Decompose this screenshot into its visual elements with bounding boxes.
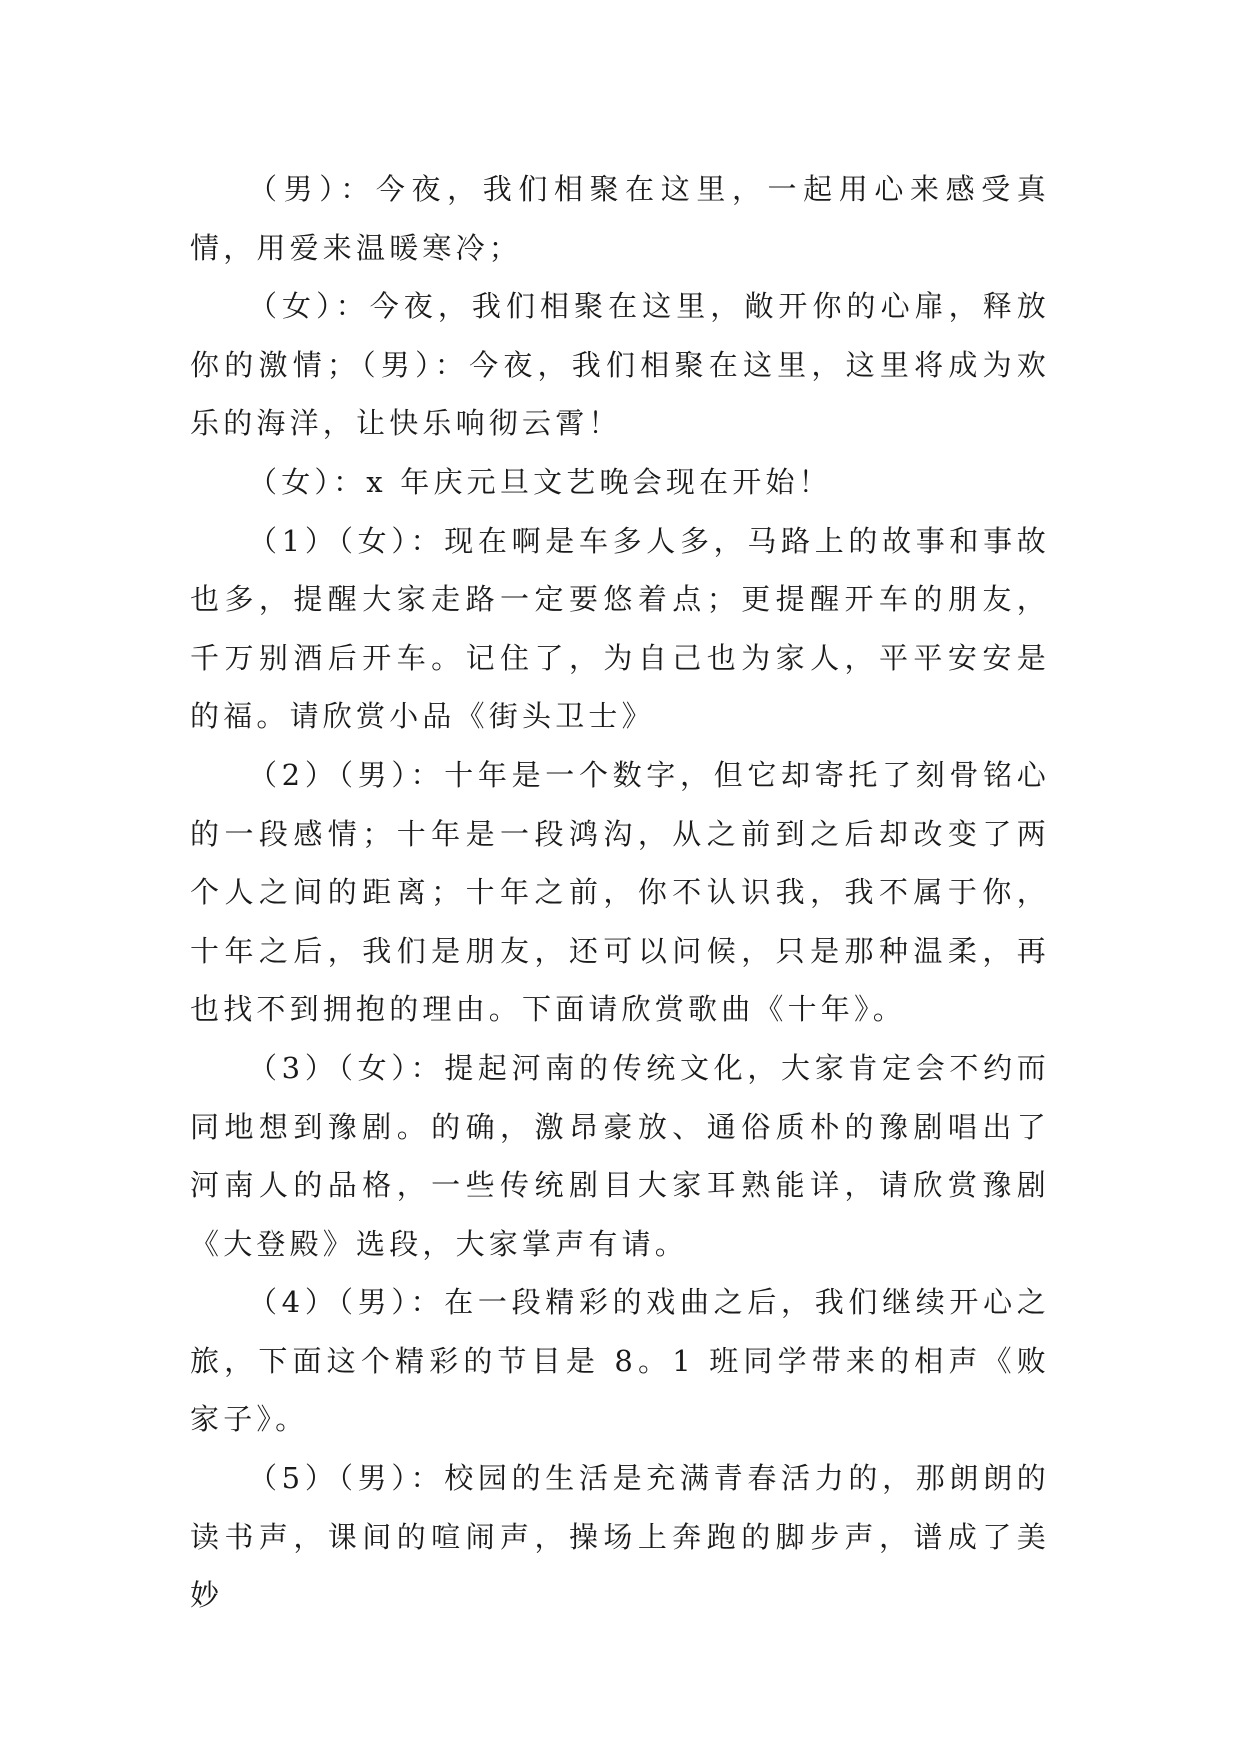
document-body (190, 160, 1050, 1625)
paragraph-6: （3）（女）：提起河南的传统文化，大家肯定会不约而同地想到豫剧。的确，激昂豪放、通俗质朴的豫剧唱出了河南人的品格，一些传统剧目大家耳熟能详，请欣赏豫剧《大登殿》选段，大家掌声有请。 (190, 1050, 1050, 1261)
paragraph-1: （男）：今夜，我们相聚在这里，一起用心来感受真情，用爱来温暖寒冷； (190, 172, 1050, 265)
paragraph-3: （女）：x 年庆元旦文艺晚会现在开始！ (248, 464, 832, 499)
paragraph-2: （女）：今夜，我们相聚在这里，敞开你的心扉，释放你的激情；（男）：今夜，我们相聚在这里，这里将成为欢乐的海洋，让快乐响彻云霄！ (190, 289, 1050, 441)
paragraph-5: （2）（男）：十年是一个数字，但它却寄托了刻骨铭心的一段感情；十年是一段鸿沟，从之前到之后却改变了两个人之间的距离；十年之前，你不认识我，我不属于你，十年之后，我们是朋友，还可以问候，只是那种温柔，再也找不到拥抱的理由。下面请欣赏歌曲《十年》。 (190, 757, 1050, 1027)
paragraph-4: （1）（女）：现在啊是车多人多，马路上的故事和事故也多，提醒大家走路一定要悠着点；更提醒开车的朋友，千万别酒后开车。记住了，为自己也为家人，平平安安是的福。请欣赏小品《街头卫士》 (190, 523, 1050, 734)
paragraph-7: （4）（男）：在一段精彩的戏曲之后，我们继续开心之旅，下面这个精彩的节目是 8。1 班同学带来的相声《败家子》。 (190, 1285, 1050, 1437)
paragraph-8: （5）（男）：校园的生活是充满青春活力的，那朗朗的读书声，课间的喧闹声，操场上奔跑的脚步声，谱成了美妙 (190, 1461, 1050, 1613)
